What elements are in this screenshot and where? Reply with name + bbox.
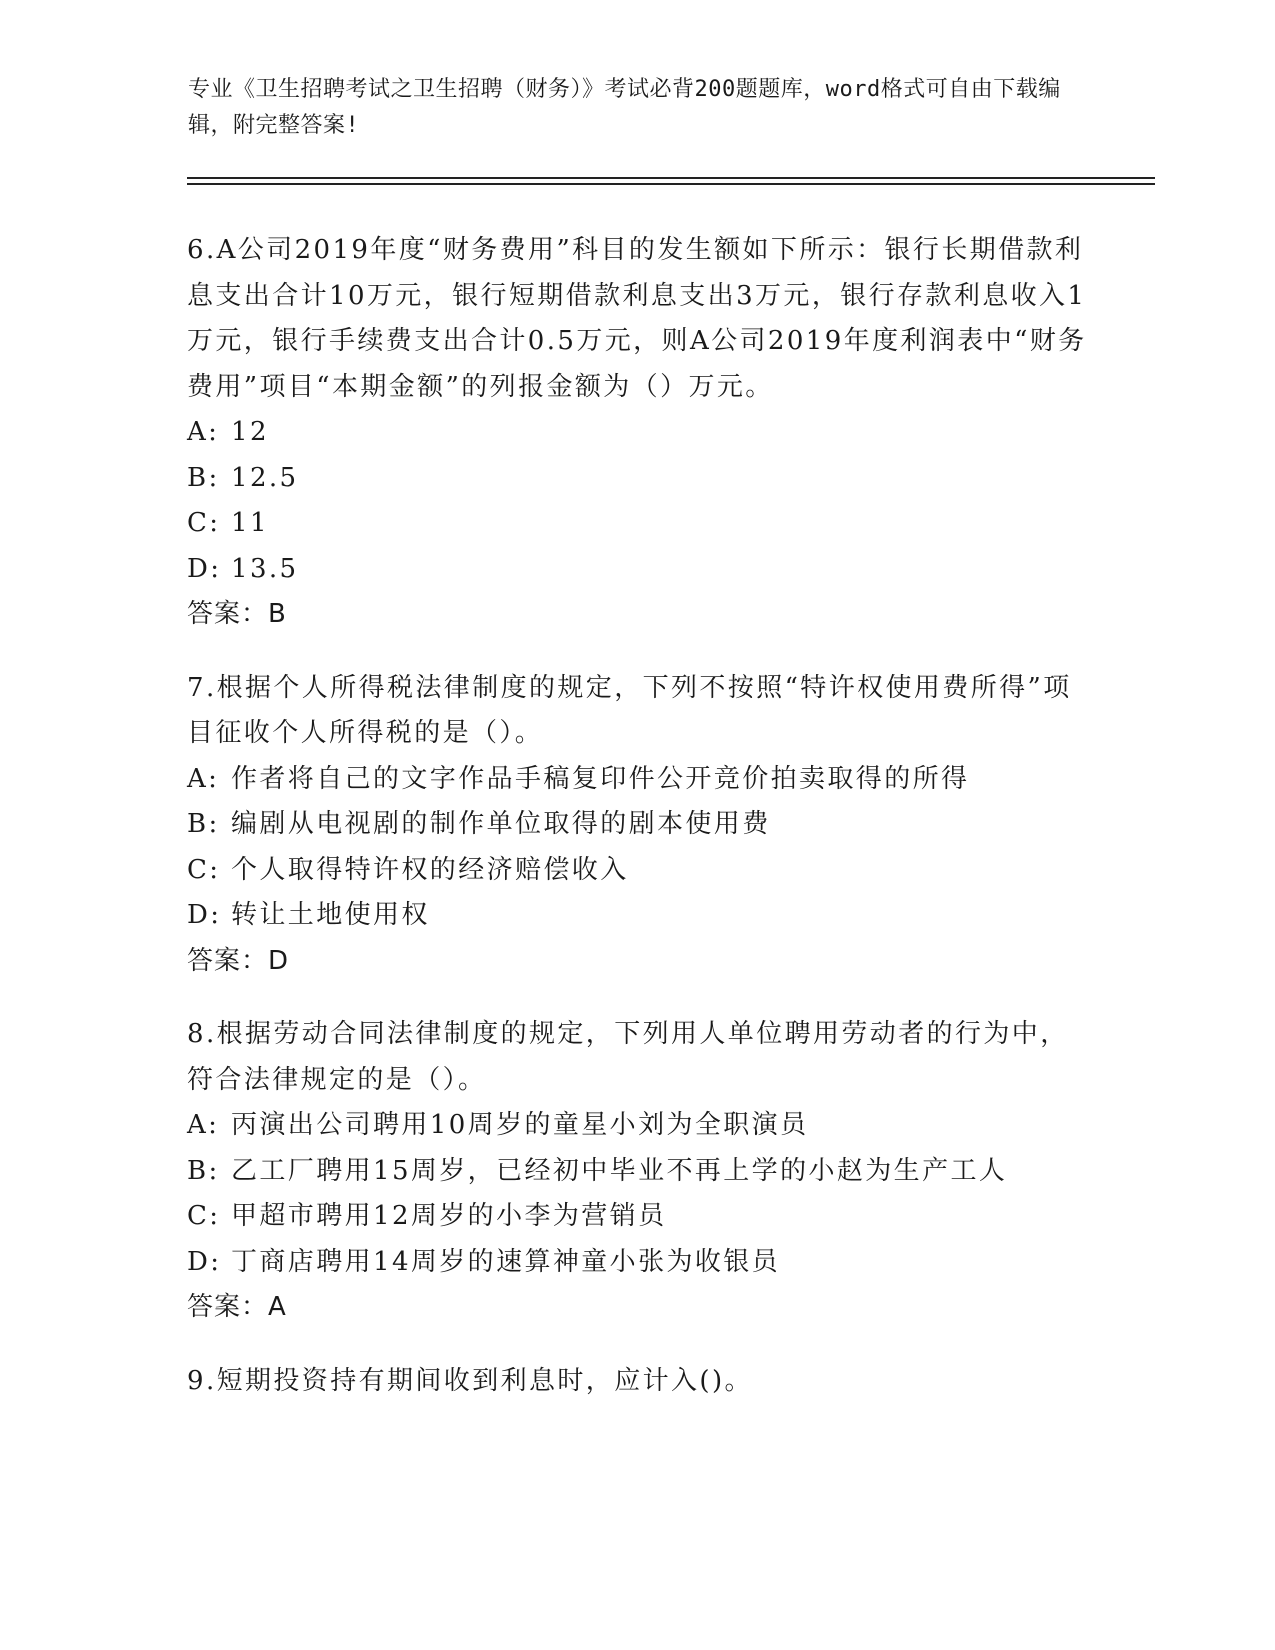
option-a [187, 757, 1087, 803]
question-stem: 8.根据劳动合同法律制度的规定，下列用人单位聘用劳动者的行为中，符合法律规定的是（）。 [187, 1019, 1069, 1095]
question-stem: 7.根据个人所得税法律制度的规定，下列不按照“特许权使用费所得”项目征收个人所得税的是（）。 [187, 672, 1072, 748]
option-a [187, 410, 1087, 456]
option-text: 作者将自己的文字作品手稿复印件公开竞价拍卖取得的所得 [231, 763, 970, 794]
option-d [187, 893, 1087, 939]
option-b [187, 802, 1087, 848]
question-7 [187, 666, 1087, 985]
option-key: A: [187, 417, 220, 447]
option-key: C: [187, 854, 221, 885]
option-text: 丙演出公司聘用10周岁的童星小刘为全职演员 [231, 1110, 809, 1140]
option-a [187, 1103, 1087, 1149]
question-stem: 6.A公司2019年度“财务费用”科目的发生额如下所示：银行长期借款利息支出合计10万元，银行短期借款利息支出3万元，银行存款利息收入1万元，银行手续费支出合计0.5万元，则A公司2019年度利润表中“财务费用”项目“本期金额”的列报金额为（）万元。 [187, 235, 1087, 402]
question-stem: 9.短期投资持有期间收到利息时，应计入()。 [187, 1365, 753, 1396]
option-text: 编剧从电视剧的制作单位取得的剧本使用费 [231, 809, 771, 839]
option-key: B: [187, 1155, 220, 1186]
document-header [188, 72, 1068, 144]
option-text: 11 [231, 508, 269, 538]
header-title: 专业《卫生招聘考试之卫生招聘（财务）》考试必背200题题库，word格式可自由下载编辑，附完整答案! [188, 77, 1061, 138]
option-c [187, 1194, 1087, 1240]
option-key: D: [187, 1246, 222, 1277]
question-6 [187, 228, 1087, 638]
question-list [187, 228, 1087, 1432]
option-key: B: [187, 809, 220, 839]
option-text: 12 [231, 417, 269, 447]
answer-line: 答案：B [187, 599, 287, 629]
header-divider-bottom [187, 183, 1155, 185]
option-b [187, 456, 1087, 502]
option-b [187, 1149, 1087, 1195]
option-text: 转让土地使用权 [231, 900, 430, 930]
option-text: 个人取得特许权的经济赔偿收入 [231, 854, 629, 885]
option-key: D: [187, 553, 222, 584]
option-text: 12.5 [231, 462, 299, 493]
answer-line: 答案：D [187, 945, 290, 976]
option-key: B: [187, 462, 220, 493]
option-key: C: [187, 1201, 221, 1231]
answer-line: 答案：A [187, 1292, 287, 1322]
question-9 [187, 1359, 1087, 1405]
option-d [187, 1240, 1087, 1286]
option-text: 丁商店聘用14周岁的速算神童小张为收银员 [231, 1246, 781, 1277]
option-key: C: [187, 508, 221, 538]
option-key: A: [187, 763, 220, 794]
option-d [187, 547, 1087, 593]
option-text: 13.5 [231, 553, 299, 584]
option-key: D: [187, 900, 222, 930]
header-divider-top [187, 177, 1155, 179]
option-text: 乙工厂聘用15周岁，已经初中毕业不再上学的小赵为生产工人 [231, 1155, 1008, 1186]
question-8 [187, 1012, 1087, 1331]
option-key: A: [187, 1110, 220, 1140]
option-c [187, 501, 1087, 547]
option-text: 甲超市聘用12周岁的小李为营销员 [231, 1201, 667, 1231]
option-c [187, 848, 1087, 894]
